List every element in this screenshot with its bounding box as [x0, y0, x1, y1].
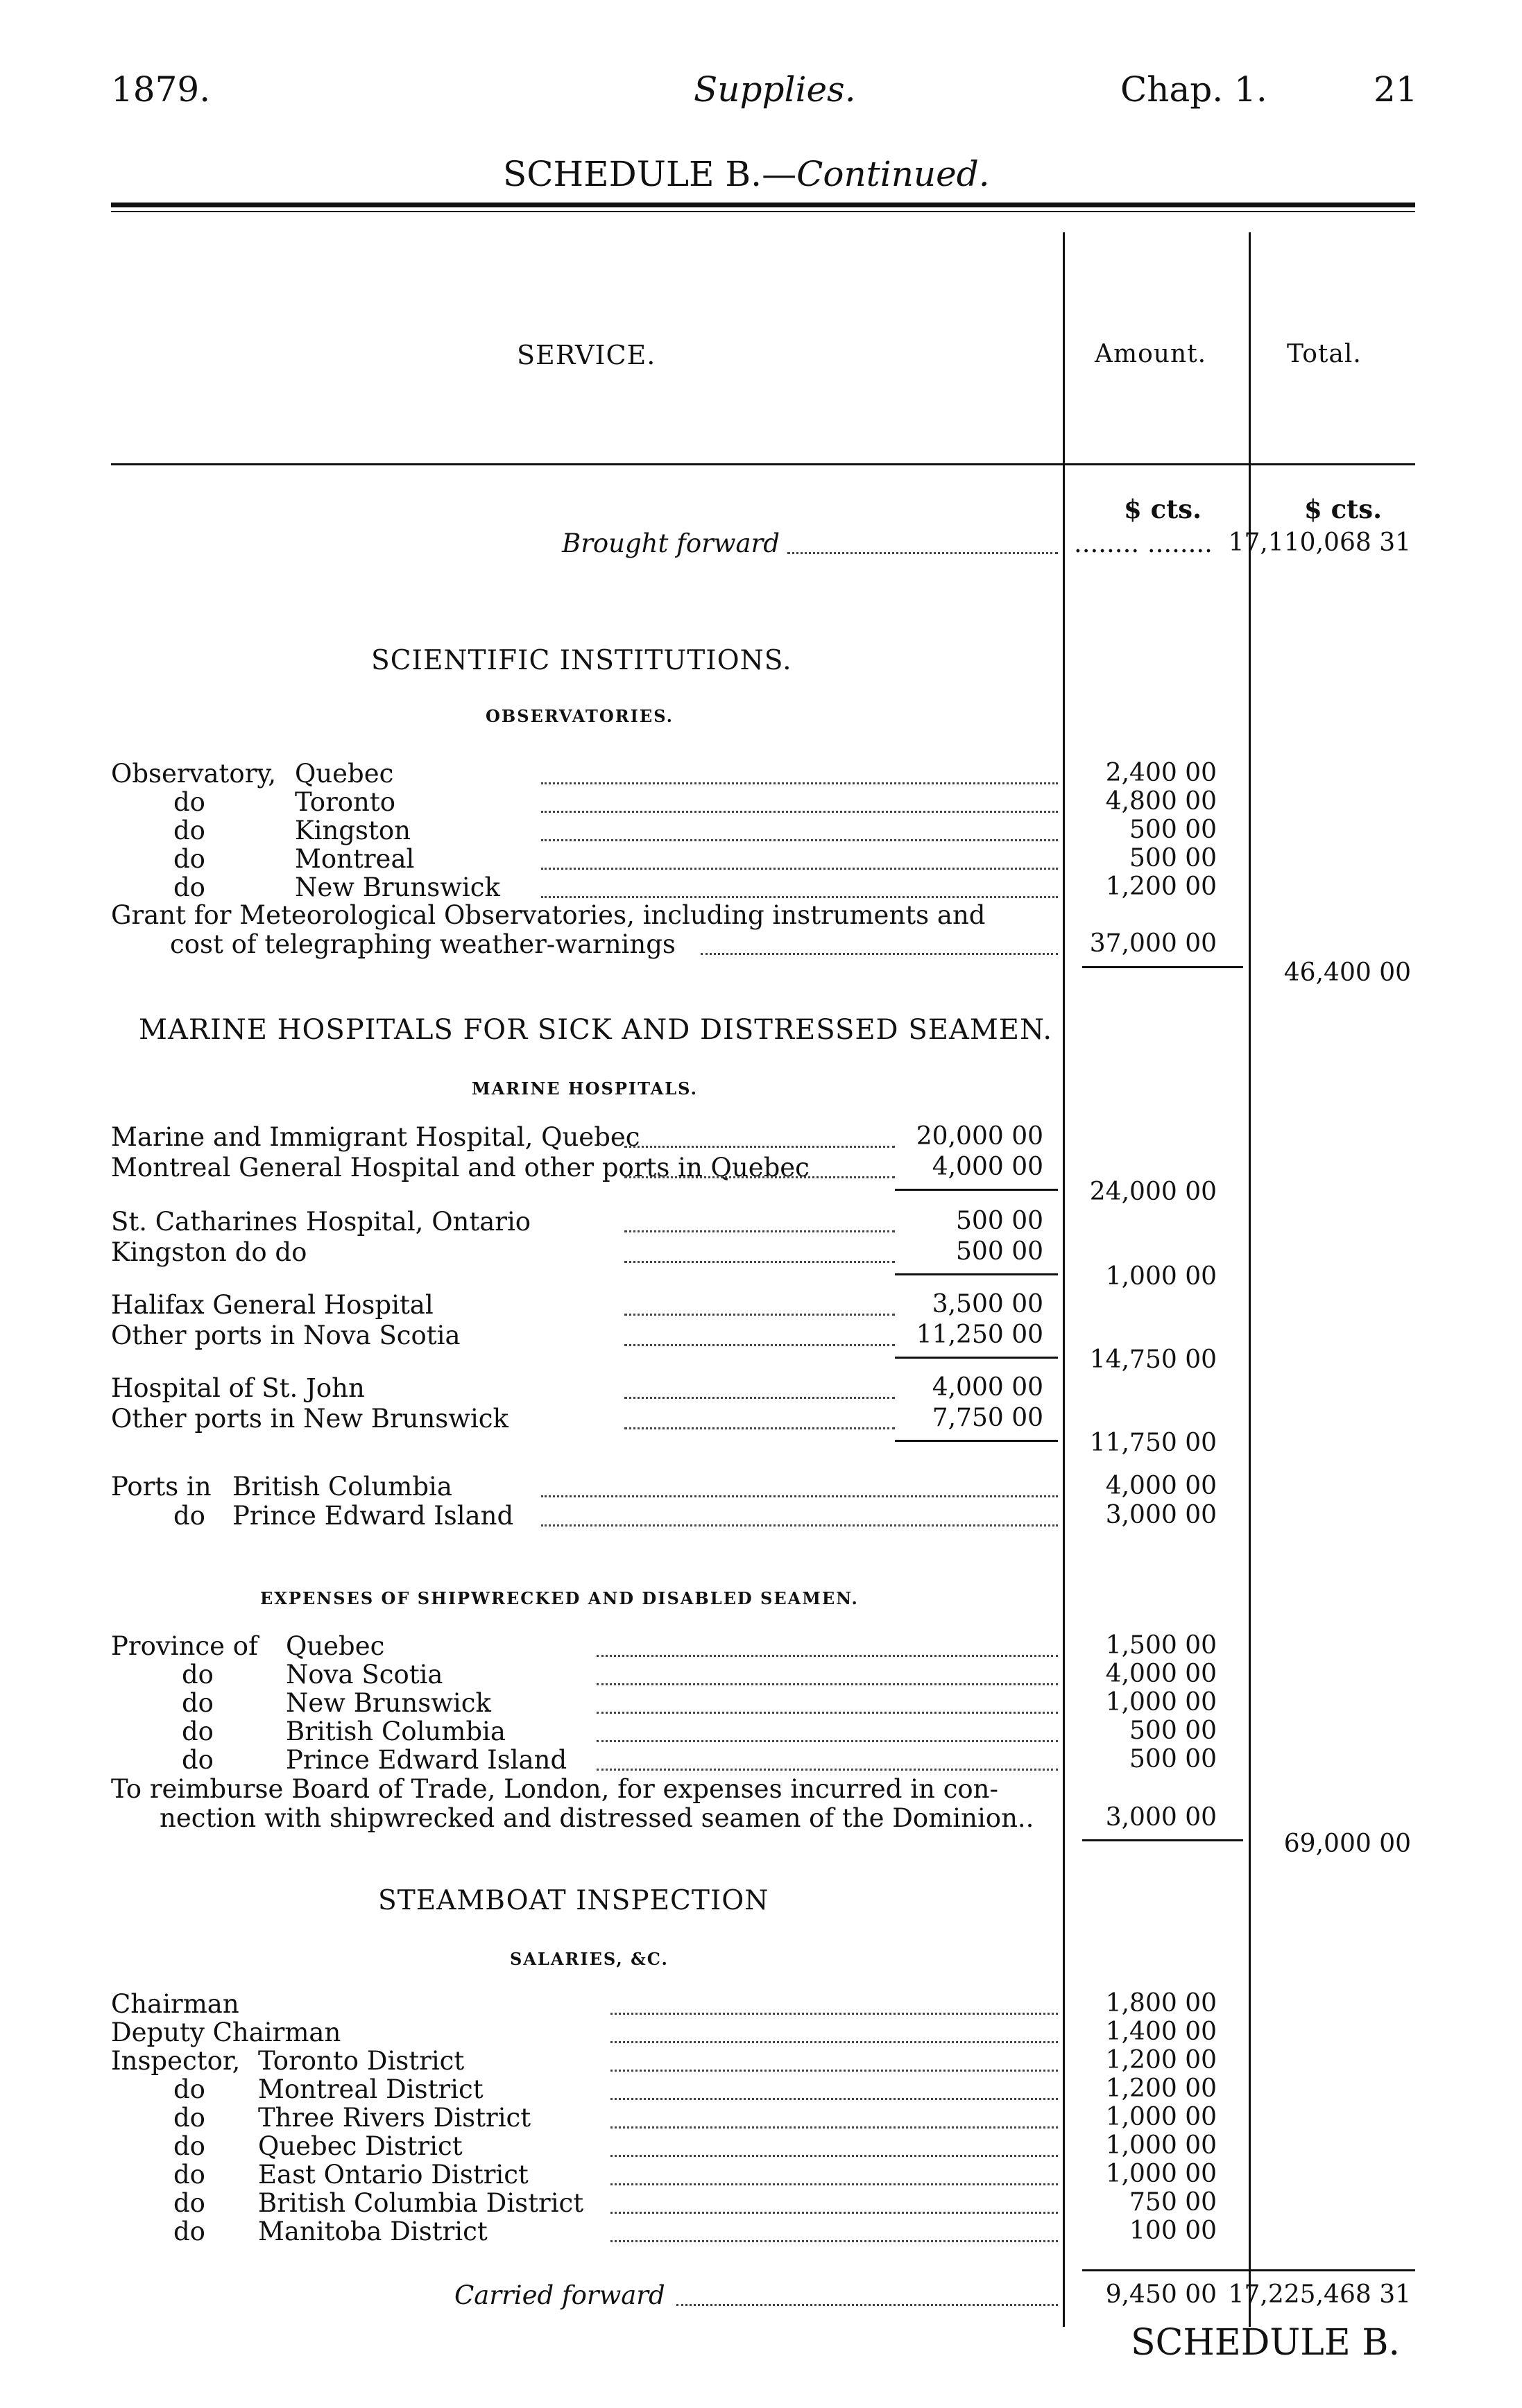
salary-amount: 1,400 00 — [1105, 2018, 1217, 2046]
observatory-prefix: do — [173, 844, 205, 874]
observatory-prefix: do — [173, 787, 205, 817]
salary-district: British Columbia District — [258, 2188, 584, 2218]
carried-forward-label: Carried forward — [454, 2280, 665, 2310]
hospital-inner-amount: 4,000 00 — [932, 1153, 1043, 1181]
salary-role: do — [173, 2074, 205, 2104]
leader-dots — [610, 2155, 1058, 2157]
salary-district: Manitoba District — [258, 2217, 488, 2246]
province-amount: 1,500 00 — [1105, 1631, 1217, 1660]
section-heading-steamboat: STEAMBOAT INSPECTION — [378, 1885, 769, 1916]
leader-dots — [541, 811, 1058, 813]
amount-units: $ cts. — [1124, 494, 1202, 524]
subtotal-rule — [1082, 1839, 1243, 1841]
salary-amount: 1,000 00 — [1105, 2131, 1217, 2160]
ports-prefix: do — [173, 1501, 205, 1531]
leader-dots — [610, 2183, 1058, 2185]
section-heading-marine: MARINE HOSPITALS FOR SICK AND DISTRESSED SEAMEN. — [139, 1014, 1053, 1046]
province-name: Quebec — [286, 1631, 385, 1661]
ports-location: Prince Edward Island — [232, 1501, 514, 1531]
leader-dots — [597, 1683, 1058, 1685]
salary-amount: 1,800 00 — [1105, 1989, 1217, 2018]
salary-role: do — [173, 2217, 205, 2246]
observatory-amount: 4,800 00 — [1105, 787, 1217, 816]
leader-dots — [541, 782, 1058, 784]
observatory-prefix: do — [173, 872, 205, 902]
hospital-inner-amount: 3,500 00 — [932, 1290, 1043, 1318]
column-divider-amount — [1063, 232, 1065, 2327]
leader-dots — [541, 896, 1058, 898]
province-name: New Brunswick — [286, 1688, 491, 1718]
observatory-prefix: Observatory, — [111, 759, 277, 789]
total-units: $ cts. — [1304, 494, 1382, 524]
column-header-amount: Amount. — [1095, 340, 1207, 368]
leader-dots — [597, 1712, 1058, 1714]
ports-amount: 4,000 00 — [1105, 1472, 1217, 1500]
leader-dots — [597, 1769, 1058, 1771]
observatory-amount: 500 00 — [1129, 844, 1217, 872]
salary-district: Toronto District — [258, 2046, 465, 2076]
header-rule-thin — [111, 211, 1415, 212]
page-number: 21 — [1374, 69, 1418, 110]
inner-subtotal-rule — [895, 1440, 1058, 1442]
section-heading-scientific: SCIENTIFIC INSTITUTIONS. — [371, 645, 792, 676]
leader-dots — [624, 1397, 895, 1399]
leader-dots — [701, 953, 1058, 955]
leader-dots — [597, 1655, 1058, 1657]
subheading-observatories: OBSERVATORIES. — [486, 706, 674, 726]
hospital-label: Montreal General Hospital and other ports in Quebec — [111, 1153, 810, 1182]
observatory-location: Quebec — [295, 759, 394, 789]
leader-dots — [624, 1146, 895, 1148]
observatory-amount: 500 00 — [1129, 816, 1217, 844]
hospital-inner-amount: 20,000 00 — [916, 1122, 1043, 1151]
leader-dots — [624, 1314, 895, 1316]
leader-dots — [541, 839, 1058, 841]
brought-forward-total: 17,110,068 31 — [1228, 528, 1411, 557]
leader-dots — [610, 2126, 1058, 2128]
inner-subtotal-rule — [895, 1357, 1058, 1359]
reimburse-amount: 3,000 00 — [1105, 1803, 1217, 1832]
inner-subtotal-rule — [895, 1189, 1058, 1191]
column-header-service: SERVICE. — [517, 340, 656, 370]
observatory-location: New Brunswick — [295, 872, 500, 902]
salary-role: do — [173, 2188, 205, 2218]
subheading-expenses: EXPENSES OF SHIPWRECKED AND DISABLED SEAMEN. — [260, 1588, 859, 1608]
hospital-label: Kingston do do — [111, 1237, 307, 1267]
leader-dots — [610, 2070, 1058, 2072]
page-title: Supplies. — [694, 69, 856, 110]
leader-dots — [541, 1524, 1058, 1526]
ports-amount: 3,000 00 — [1105, 1501, 1217, 1529]
salary-amount: 750 00 — [1129, 2188, 1217, 2217]
salary-amount: 1,200 00 — [1105, 2074, 1217, 2103]
scientific-total: 46,400 00 — [1283, 958, 1411, 987]
footer-catchword: SCHEDULE B. — [1131, 2322, 1400, 2364]
chapter-label: Chap. 1. — [1120, 69, 1267, 110]
salary-district: Three Rivers District — [258, 2103, 531, 2133]
observatory-prefix: do — [173, 816, 205, 845]
hospital-group-amount: 24,000 00 — [1089, 1178, 1217, 1206]
province-name: British Columbia — [286, 1717, 506, 1746]
province-amount: 500 00 — [1129, 1717, 1217, 1745]
province-name: Nova Scotia — [286, 1660, 443, 1689]
leader-dots — [676, 2304, 1058, 2306]
inner-subtotal-rule — [895, 1273, 1058, 1275]
brought-forward-amount: ........ ........ — [1074, 528, 1213, 558]
salary-role: Deputy Chairman — [111, 2018, 341, 2047]
leader-dots — [610, 2212, 1058, 2214]
leader-dots — [624, 1427, 895, 1429]
leader-dots — [610, 2013, 1058, 2015]
salary-district: Montreal District — [258, 2074, 484, 2104]
leader-dots — [597, 1740, 1058, 1742]
salary-district: Quebec District — [258, 2131, 463, 2161]
leader-dots — [624, 1261, 895, 1263]
reimburse-line-2: nection with shipwrecked and distressed seamen of the Dominion.. — [160, 1803, 1034, 1833]
schedule-main: SCHEDULE B.— — [503, 154, 797, 194]
salary-role: do — [173, 2160, 205, 2190]
province-prefix: do — [182, 1688, 214, 1718]
ports-prefix: Ports in — [111, 1472, 212, 1502]
reimburse-line-1: To reimburse Board of Trade, London, for expenses incurred in con- — [111, 1774, 999, 1804]
hospital-label: Hospital of St. John — [111, 1373, 365, 1403]
leader-dots — [624, 1230, 895, 1232]
province-name: Prince Edward Island — [286, 1745, 567, 1775]
column-header-total: Total. — [1287, 340, 1362, 368]
marine-total: 69,000 00 — [1283, 1830, 1411, 1858]
leader-dots — [787, 552, 1058, 554]
brought-forward-label: Brought forward — [562, 528, 780, 558]
leader-dots — [541, 1495, 1058, 1497]
salary-amount: 1,200 00 — [1105, 2046, 1217, 2074]
subheading-salaries: SALARIES, &C. — [510, 1949, 669, 1969]
subheading-marine-hospitals: MARINE HOSPITALS. — [472, 1078, 699, 1099]
hospital-inner-amount: 500 00 — [956, 1237, 1043, 1266]
leader-dots — [624, 1344, 895, 1346]
salary-amount: 1,000 00 — [1105, 2160, 1217, 2188]
hospital-label: St. Catharines Hospital, Ontario — [111, 1207, 531, 1237]
schedule-heading — [503, 154, 990, 194]
leader-dots — [541, 868, 1058, 870]
observatory-location: Montreal — [295, 844, 415, 874]
grant-line-2: cost of telegraphing weather-warnings — [170, 929, 676, 959]
salary-role: do — [173, 2131, 205, 2161]
province-amount: 1,000 00 — [1105, 1688, 1217, 1717]
hospital-group-amount: 11,750 00 — [1089, 1429, 1217, 1457]
hospital-inner-amount: 4,000 00 — [932, 1373, 1043, 1402]
salary-role: do — [173, 2103, 205, 2133]
hospital-inner-amount: 11,250 00 — [916, 1321, 1043, 1349]
hospital-label: Other ports in Nova Scotia — [111, 1321, 461, 1350]
hospital-inner-amount: 500 00 — [956, 1207, 1043, 1235]
leader-dots — [624, 1176, 895, 1178]
salary-amount: 1,000 00 — [1105, 2103, 1217, 2131]
hospital-group-amount: 1,000 00 — [1105, 1262, 1217, 1291]
leader-dots — [610, 2041, 1058, 2043]
province-prefix: do — [182, 1745, 214, 1775]
ports-location: British Columbia — [232, 1472, 452, 1502]
column-header-rule — [111, 463, 1415, 465]
salary-amount: 100 00 — [1129, 2217, 1217, 2245]
carried-forward-total: 17,225,468 31 — [1228, 2280, 1411, 2309]
final-rule — [1082, 2269, 1415, 2271]
hospital-label: Halifax General Hospital — [111, 1290, 434, 1320]
leader-dots — [610, 2098, 1058, 2100]
observatory-location: Kingston — [295, 816, 411, 845]
schedule-continued: Continued. — [796, 154, 990, 194]
grant-amount: 37,000 00 — [1089, 929, 1217, 958]
salary-role: Inspector, — [111, 2046, 241, 2076]
hospital-label: Other ports in New Brunswick — [111, 1404, 508, 1434]
grant-line-1: Grant for Meteorological Observatories, including instruments and — [111, 900, 986, 930]
header-rule — [111, 203, 1415, 207]
salary-role: Chairman — [111, 1989, 239, 2019]
observatory-amount: 2,400 00 — [1105, 759, 1217, 787]
year: 1879. — [111, 69, 211, 110]
province-prefix: do — [182, 1660, 214, 1689]
leader-dots — [610, 2240, 1058, 2242]
hospital-inner-amount: 7,750 00 — [932, 1404, 1043, 1432]
observatory-location: Toronto — [295, 787, 396, 817]
province-amount: 4,000 00 — [1105, 1660, 1217, 1688]
carried-forward-amount: 9,450 00 — [1105, 2280, 1217, 2309]
hospital-group-amount: 14,750 00 — [1089, 1345, 1217, 1374]
salary-district: East Ontario District — [258, 2160, 529, 2190]
subtotal-rule — [1082, 966, 1243, 968]
hospital-label: Marine and Immigrant Hospital, Quebec — [111, 1122, 640, 1152]
observatory-amount: 1,200 00 — [1105, 872, 1217, 901]
province-prefix: do — [182, 1717, 214, 1746]
province-prefix: Province of — [111, 1631, 258, 1661]
province-amount: 500 00 — [1129, 1745, 1217, 1773]
